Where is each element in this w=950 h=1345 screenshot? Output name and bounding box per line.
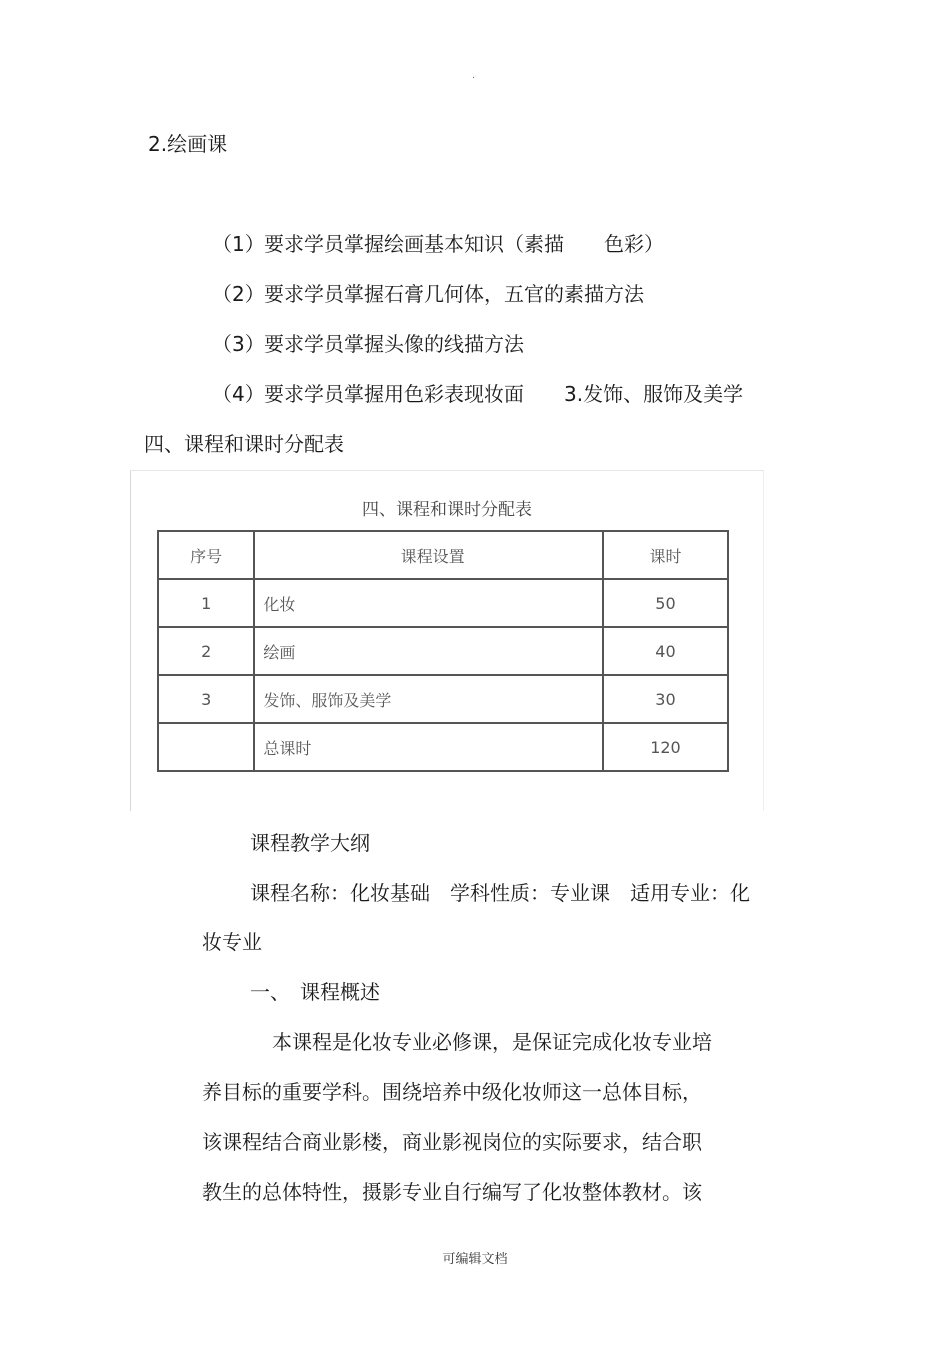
table-row: [158, 627, 728, 675]
table-cell: 3: [158, 675, 254, 723]
header-cell-index: 序号: [158, 531, 254, 579]
overview-paragraph-line: 该课程结合商业影楼，商业影视岗位的实际要求，结合职: [202, 1130, 702, 1154]
table-cell: 化妆: [254, 579, 603, 627]
course-info-line: 妆专业: [202, 930, 262, 954]
requirement-number: （3）: [212, 332, 265, 356]
table-cell: 1: [158, 579, 254, 627]
table-cell: 30: [603, 675, 728, 723]
requirement-number: （4）: [212, 382, 265, 406]
overview-paragraph-line: 教生的总体特性，摄影专业自行编写了化妆整体教材。该: [202, 1180, 702, 1204]
table-cell: 120: [603, 723, 728, 771]
table-row-total: [158, 723, 728, 771]
table-cell: 2: [158, 627, 254, 675]
overview-heading: 一、 课程概述: [250, 980, 380, 1004]
section-title: 四、课程和课时分配表: [144, 432, 344, 456]
requirement-number: （2）: [212, 282, 265, 306]
requirement-text: 要求学员掌握石膏几何体，五官的素描方法: [264, 282, 644, 306]
course-info-line: 课程名称：化妆基础 学科性质：专业课 适用专业：化: [250, 881, 750, 905]
header-cell-hours: 课时: [603, 531, 728, 579]
page-dot: .: [472, 70, 476, 81]
table-header-row: [158, 531, 728, 579]
requirement-item: [212, 378, 743, 407]
table-cell: 50: [603, 579, 728, 627]
requirement-item: [212, 328, 524, 357]
table-caption: 四、课程和课时分配表: [362, 500, 532, 520]
requirement-item: [212, 278, 644, 307]
table-cell: 发饰、服饰及美学: [254, 675, 603, 723]
table-row: [158, 675, 728, 723]
table-cell: 绘画: [254, 627, 603, 675]
table-cell: 总课时: [254, 723, 603, 771]
section-heading-painting: 2.绘画课: [148, 132, 228, 156]
outline-title: 课程教学大纲: [250, 831, 370, 855]
requirement-item: [212, 228, 664, 257]
course-hours-table: [157, 530, 729, 772]
table-row: [158, 579, 728, 627]
table-cell: [158, 723, 254, 771]
course-table-image: [130, 470, 764, 811]
overview-paragraph-line: 本课程是化妆专业必修课，是保证完成化妆专业培: [272, 1030, 712, 1054]
page-footer: 可编辑文档: [442, 1252, 508, 1267]
requirement-text: 要求学员掌握用色彩表现妆面 3.发饰、服饰及美学: [264, 382, 744, 406]
header-cell-course: 课程设置: [254, 531, 603, 579]
requirement-text: 要求学员掌握头像的线描方法: [264, 332, 524, 356]
table-cell: 40: [603, 627, 728, 675]
requirement-text: 要求学员掌握绘画基本知识（素描 色彩）: [264, 232, 664, 256]
requirement-number: （1）: [212, 232, 265, 256]
overview-paragraph-line: 养目标的重要学科。围绕培养中级化妆师这一总体目标，: [202, 1080, 702, 1104]
